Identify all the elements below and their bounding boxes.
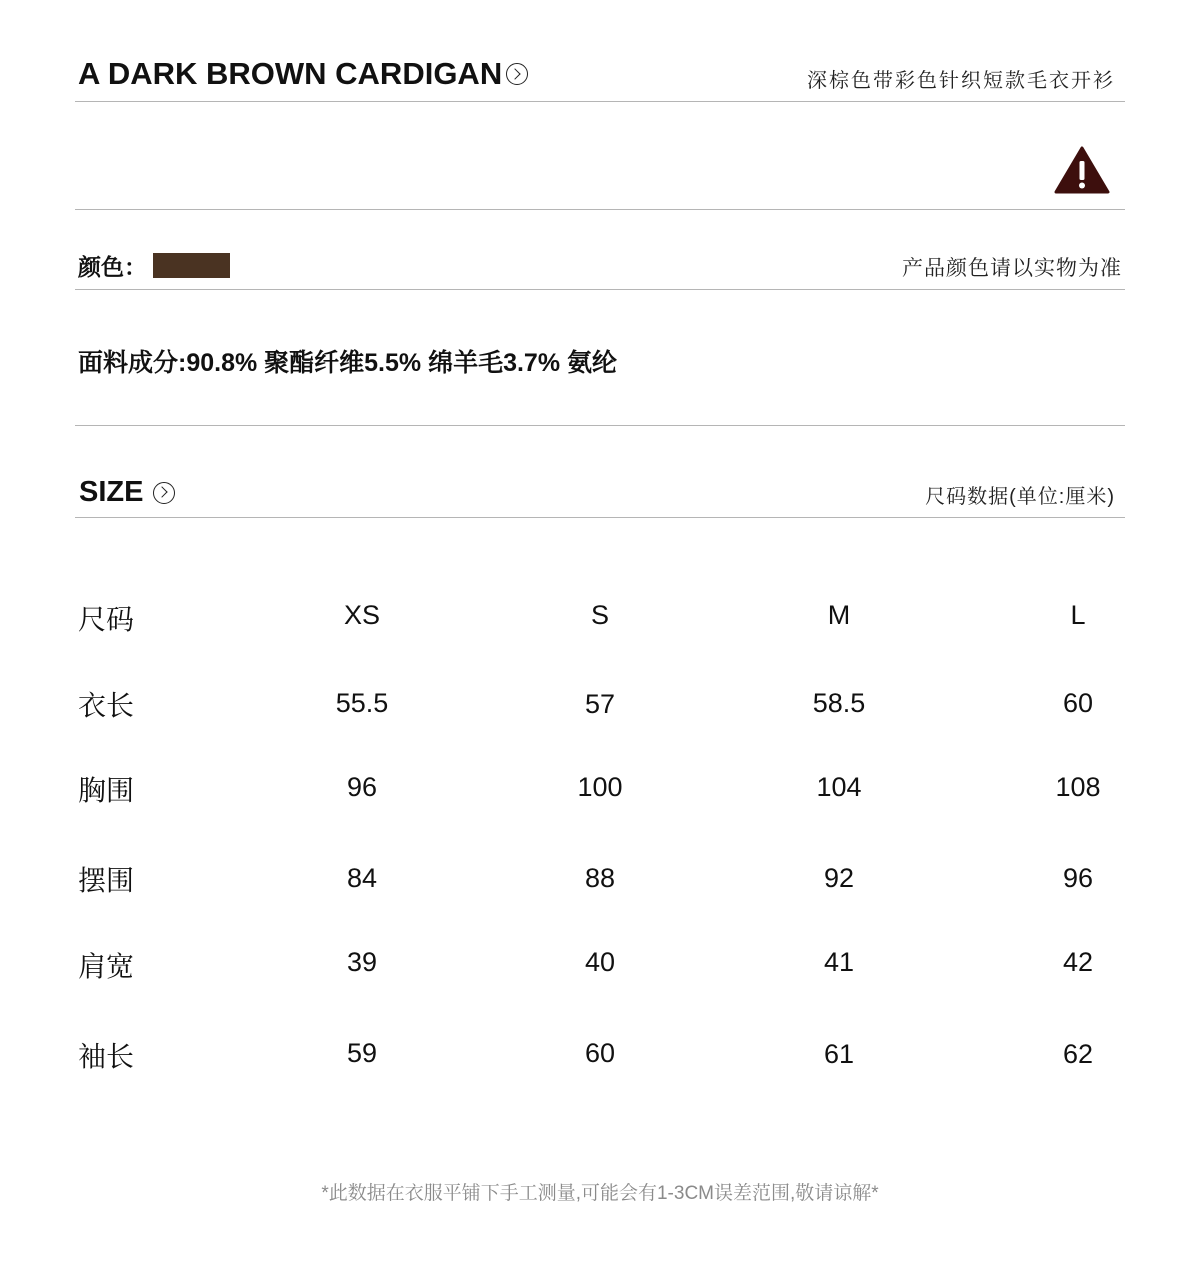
table-cell: 55.5 — [335, 688, 389, 718]
table-cell: 57 — [584, 689, 616, 719]
size-title — [79, 476, 175, 509]
table-cell: 60 — [1062, 688, 1094, 718]
table-cell: 60 — [584, 1038, 616, 1068]
color-note: 产品颜色请以实物为准 — [902, 257, 1122, 280]
divider — [75, 517, 1125, 518]
size-header-label: 尺码 — [78, 604, 135, 635]
warning-triangle-icon — [1054, 146, 1110, 194]
size-unit-note: 尺码数据(单位:厘米) — [925, 486, 1115, 508]
size-header-m: M — [827, 600, 851, 630]
circle-chevron-right-icon — [506, 63, 528, 85]
table-cell: 104 — [816, 772, 862, 802]
table-cell: 96 — [1062, 863, 1094, 893]
row-label-chest: 胸围 — [78, 775, 135, 806]
fabric-composition: 面料成分:90.8% 聚酯纤维5.5% 绵羊毛3.7% 氨纶 — [78, 349, 618, 377]
table-cell: 84 — [346, 863, 378, 893]
color-label-text: 颜色： — [78, 254, 147, 280]
table-cell: 62 — [1062, 1039, 1094, 1069]
row-label-hem: 摆围 — [78, 865, 135, 896]
table-cell: 88 — [584, 863, 616, 893]
measurement-footnote: *此数据在衣服平铺下手工测量,可能会有1-3CM误差范围,敬请谅解* — [321, 1183, 879, 1204]
size-header-l: L — [1070, 600, 1086, 630]
divider — [75, 209, 1125, 210]
divider — [75, 101, 1125, 102]
table-cell: 108 — [1055, 772, 1101, 802]
color-label — [78, 249, 230, 282]
table-cell: 39 — [346, 947, 378, 977]
size-title-text: SIZE — [79, 476, 144, 508]
divider — [75, 289, 1125, 290]
table-cell: 61 — [823, 1039, 855, 1069]
table-cell: 96 — [346, 772, 378, 802]
divider — [75, 425, 1125, 426]
table-cell: 40 — [584, 947, 616, 977]
circle-chevron-right-icon — [153, 482, 175, 504]
product-title-text: A DARK BROWN CARDIGAN — [78, 56, 503, 91]
table-cell: 42 — [1062, 947, 1094, 977]
table-cell: 100 — [577, 772, 623, 802]
table-cell: 92 — [823, 863, 855, 893]
table-cell: 59 — [346, 1038, 378, 1068]
product-subtitle: 深棕色带彩色针织短款毛衣开衫 — [807, 70, 1115, 92]
size-header-xs: XS — [343, 600, 381, 630]
table-cell: 58.5 — [812, 688, 866, 718]
row-label-sleeve: 袖长 — [78, 1041, 135, 1072]
product-title — [78, 56, 528, 92]
row-label-length: 衣长 — [78, 690, 135, 721]
table-cell: 41 — [823, 947, 855, 977]
row-label-shoulder: 肩宽 — [78, 951, 135, 982]
color-swatch — [153, 253, 230, 278]
size-header-s: S — [590, 600, 609, 630]
